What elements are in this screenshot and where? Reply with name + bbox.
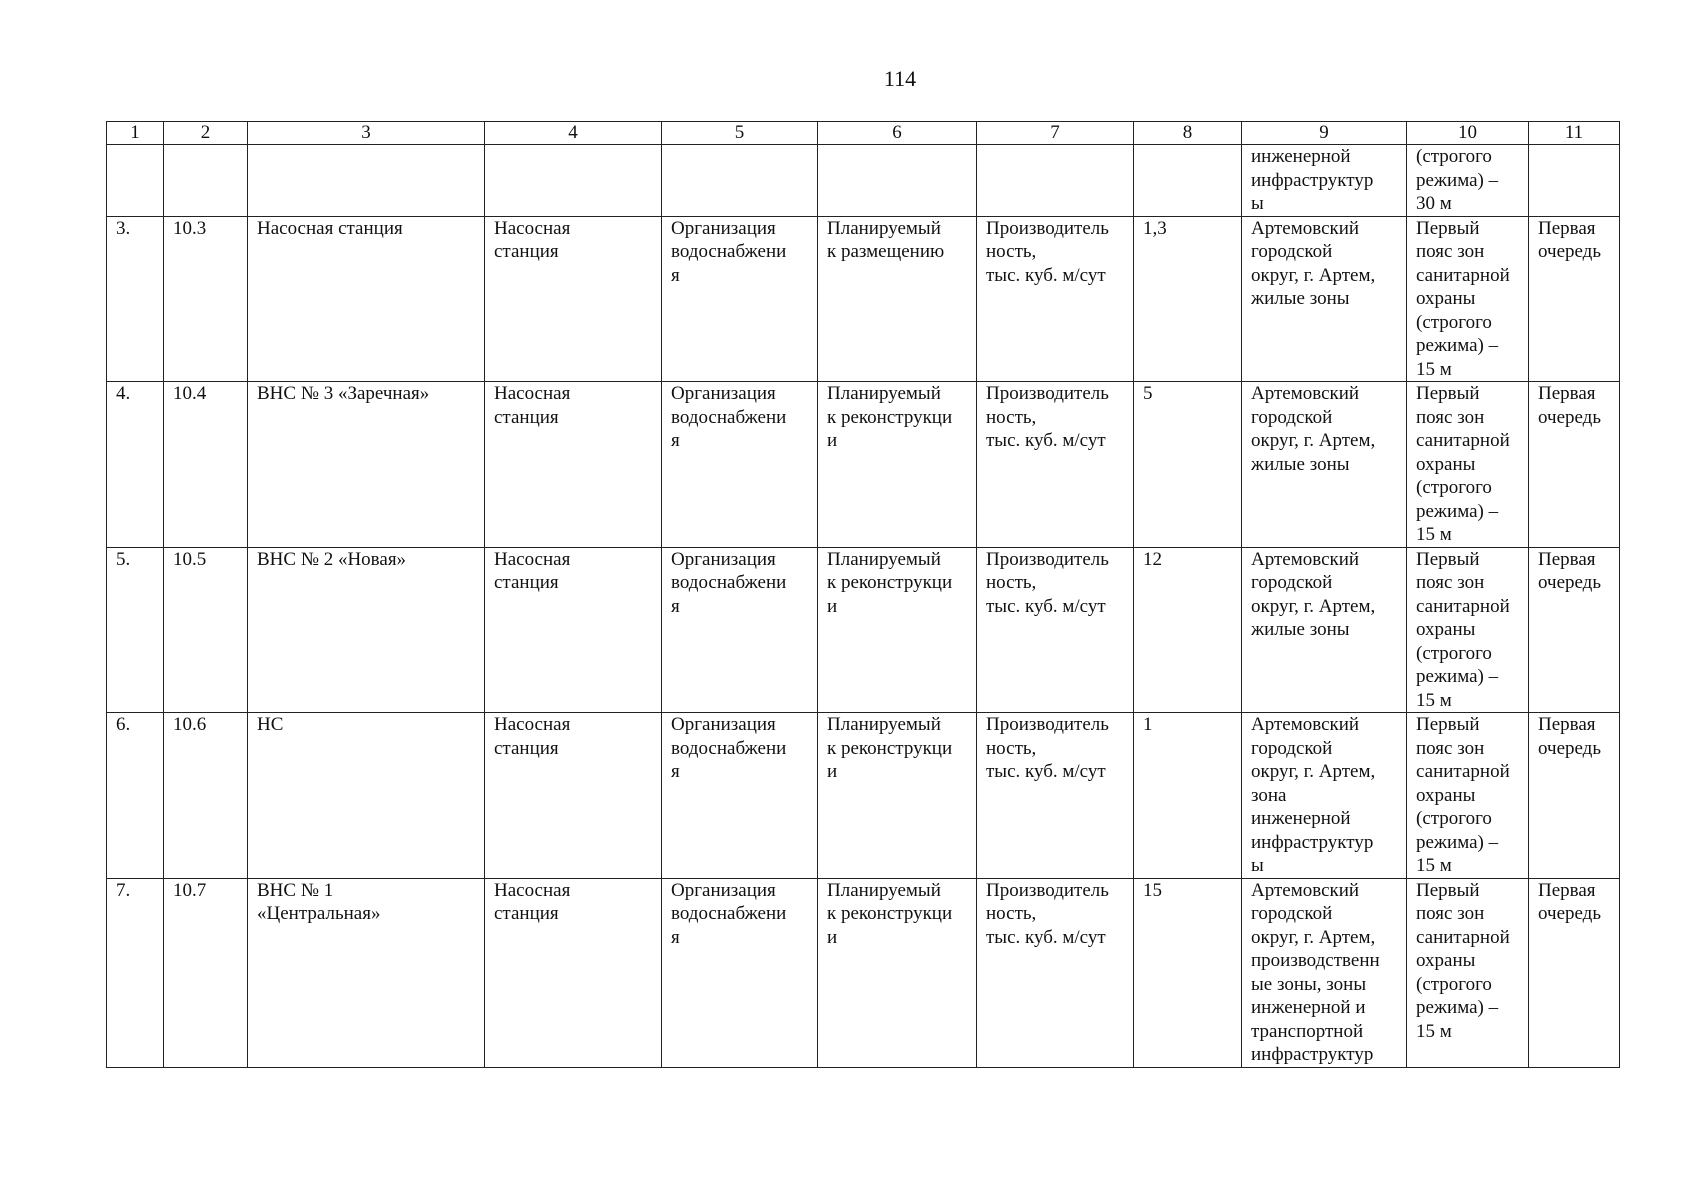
- column-number: 7: [977, 122, 1134, 145]
- cell-location: Артемовский городской округ, г. Артем, жилые зоны: [1242, 382, 1407, 548]
- cell-code: [164, 145, 248, 217]
- cell-object-type: Насосная станция: [485, 216, 662, 382]
- column-number: 1: [107, 122, 164, 145]
- cell-row-number: 5.: [107, 547, 164, 713]
- page-number: 114: [883, 66, 917, 91]
- cell-value: 1: [1134, 713, 1242, 879]
- cell-location: Артемовский городской округ, г. Артем, жилые зоны: [1242, 216, 1407, 382]
- cell-zone: Первый пояс зон санитарной охраны (строгого режима) – 15 м: [1407, 878, 1529, 1067]
- cell-characteristic: [977, 145, 1134, 217]
- cell-purpose: [662, 145, 818, 217]
- column-number: 4: [485, 122, 662, 145]
- column-number: 8: [1134, 122, 1242, 145]
- cell-zone: Первый пояс зон санитарной охраны (строгого режима) – 15 м: [1407, 713, 1529, 879]
- cell-purpose: Организация водоснабжени я: [662, 547, 818, 713]
- continuation-row: [107, 145, 1620, 217]
- cell-code: 10.6: [164, 713, 248, 879]
- column-number: 3: [248, 122, 485, 145]
- cell-object-name: [248, 145, 485, 217]
- cell-location: Артемовский городской округ, г. Артем, производственн ые зоны, зоны инженерной и транспортной инфраструктур: [1242, 878, 1407, 1067]
- cell-location: инженерной инфраструктур ы: [1242, 145, 1407, 217]
- cell-stage: Первая очередь: [1529, 713, 1620, 879]
- column-number-row: [107, 122, 1620, 145]
- cell-code: 10.7: [164, 878, 248, 1067]
- cell-characteristic: Производитель ность, тыс. куб. м/сут: [977, 547, 1134, 713]
- cell-value: 15: [1134, 878, 1242, 1067]
- cell-object-name: ВНС № 2 «Новая»: [248, 547, 485, 713]
- cell-zone: Первый пояс зон санитарной охраны (строгого режима) – 15 м: [1407, 216, 1529, 382]
- cell-value: 5: [1134, 382, 1242, 548]
- cell-characteristic: Производитель ность, тыс. куб. м/сут: [977, 382, 1134, 548]
- cell-object-type: Насосная станция: [485, 547, 662, 713]
- column-number: 5: [662, 122, 818, 145]
- cell-value: [1134, 145, 1242, 217]
- cell-object-name: НС: [248, 713, 485, 879]
- cell-status: Планируемый к реконструкци и: [818, 878, 977, 1067]
- cell-code: 10.3: [164, 216, 248, 382]
- cell-row-number: 7.: [107, 878, 164, 1067]
- cell-stage: Первая очередь: [1529, 382, 1620, 548]
- table-row: [107, 547, 1620, 713]
- cell-status: Планируемый к реконструкци и: [818, 382, 977, 548]
- cell-object-type: [485, 145, 662, 217]
- cell-status: Планируемый к размещению: [818, 216, 977, 382]
- cell-zone: (строгого режима) – 30 м: [1407, 145, 1529, 217]
- cell-stage: [1529, 145, 1620, 217]
- cell-code: 10.5: [164, 547, 248, 713]
- table-row: [107, 713, 1620, 879]
- cell-characteristic: Производитель ность, тыс. куб. м/сут: [977, 713, 1134, 879]
- cell-location: Артемовский городской округ, г. Артем, жилые зоны: [1242, 547, 1407, 713]
- cell-characteristic: Производитель ность, тыс. куб. м/сут: [977, 216, 1134, 382]
- cell-purpose: Организация водоснабжени я: [662, 216, 818, 382]
- cell-status: [818, 145, 977, 217]
- cell-stage: Первая очередь: [1529, 216, 1620, 382]
- cell-stage: Первая очередь: [1529, 878, 1620, 1067]
- cell-row-number: [107, 145, 164, 217]
- cell-purpose: Организация водоснабжени я: [662, 382, 818, 548]
- column-number: 2: [164, 122, 248, 145]
- cell-object-name: Насосная станция: [248, 216, 485, 382]
- cell-characteristic: Производитель ность, тыс. куб. м/сут: [977, 878, 1134, 1067]
- cell-object-type: Насосная станция: [485, 382, 662, 548]
- facilities-table: [106, 121, 1620, 1068]
- cell-object-name: ВНС № 1 «Центральная»: [248, 878, 485, 1067]
- table-row: [107, 382, 1620, 548]
- column-number: 10: [1407, 122, 1529, 145]
- cell-stage: Первая очередь: [1529, 547, 1620, 713]
- table-row: [107, 878, 1620, 1067]
- cell-zone: Первый пояс зон санитарной охраны (строгого режима) – 15 м: [1407, 547, 1529, 713]
- column-number: 6: [818, 122, 977, 145]
- cell-object-name: ВНС № 3 «Заречная»: [248, 382, 485, 548]
- cell-object-type: Насосная станция: [485, 878, 662, 1067]
- cell-status: Планируемый к реконструкци и: [818, 547, 977, 713]
- cell-zone: Первый пояс зон санитарной охраны (строгого режима) – 15 м: [1407, 382, 1529, 548]
- cell-row-number: 6.: [107, 713, 164, 879]
- column-number: 9: [1242, 122, 1407, 145]
- cell-status: Планируемый к реконструкци и: [818, 713, 977, 879]
- cell-location: Артемовский городской округ, г. Артем, зона инженерной инфраструктур ы: [1242, 713, 1407, 879]
- cell-row-number: 4.: [107, 382, 164, 548]
- cell-purpose: Организация водоснабжени я: [662, 713, 818, 879]
- cell-value: 1,3: [1134, 216, 1242, 382]
- cell-code: 10.4: [164, 382, 248, 548]
- cell-row-number: 3.: [107, 216, 164, 382]
- column-number: 11: [1529, 122, 1620, 145]
- cell-value: 12: [1134, 547, 1242, 713]
- cell-purpose: Организация водоснабжени я: [662, 878, 818, 1067]
- cell-object-type: Насосная станция: [485, 713, 662, 879]
- table-row: [107, 216, 1620, 382]
